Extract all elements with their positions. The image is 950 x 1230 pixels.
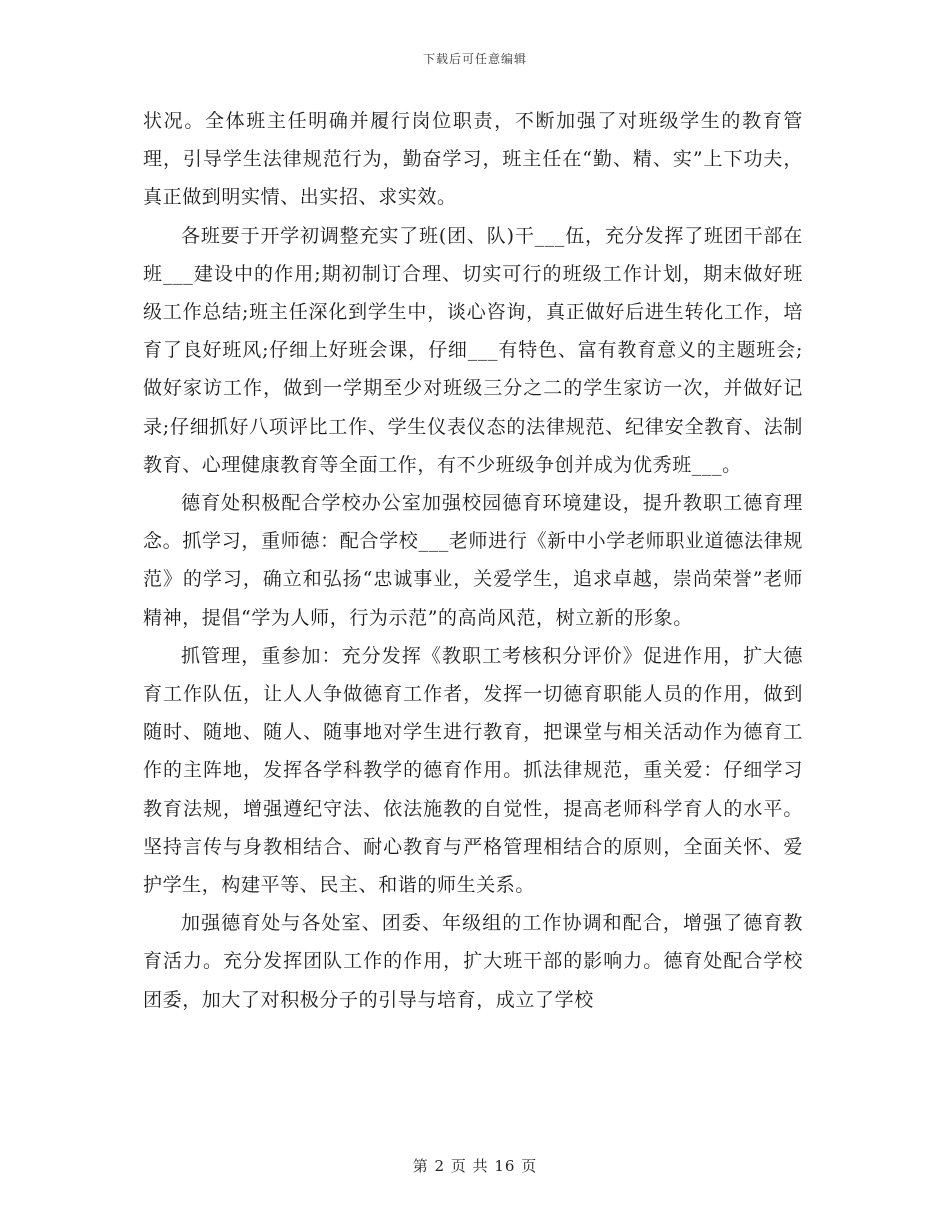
paragraph-2: 各班要于开学初调整充实了班(团、队)干___伍，充分发挥了班团干部在班___建设中的作用;期初制订合理、切实可行的班级工作计划，期末做好班级工作总结;班主任深化到学生中，谈心咨询，真正做好后进生转化工作，培育了良好班风;仔细上好班会课，仔细___有特色、富有教育意义的主题班会;做好家访工作，做到一学期至少对班级三分之二的学生家访一次，并做好记录;仔细抓好八项评比工作、学生仪表仪态的法律规范、纪律安全教育、法制教育、心理健康教育等全面工作，有不少班级争创并成为优秀班___。 xyxy=(143,224,803,476)
paragraph-1: 状况。全体班主任明确并履行岗位职责，不断加强了对班级学生的教育管理，引导学生法律规范行为，勤奋学习，班主任在“勤、精、实”上下功夫，真正做到明实情、出实招、求实效。 xyxy=(143,110,803,209)
document-body xyxy=(143,102,803,1019)
page-footer: 第 2 页 共 16 页 xyxy=(412,1157,538,1175)
paragraph-5: 加强德育处与各处室、团委、年级组的工作协调和配合，增强了德育教育活力。充分发挥团队工作的作用，扩大班干部的影响力。德育处配合学校团委，加大了对积极分子的引导与培育，成立了学校 xyxy=(143,912,803,1011)
paragraph-4: 抓管理，重参加：充分发挥《教职工考核积分评价》促进作用，扩大德育工作队伍，让人人争做德育工作者，发挥一切德育职能人员的作用，做到随时、随地、随人、随事地对学生进行教育，把课堂与相关活动作为德育工作的主阵地，发挥各学科教学的德育作用。抓法律规范，重关爱：仔细学习教育法规，增强遵纪守法、依法施教的自觉性，提高老师科学育人的水平。坚持言传与身教相结合、耐心教育与严格管理相结合的原则，全面关怀、爱护学生，构建平等、民主、和谐的师生关系。 xyxy=(143,644,803,897)
paragraph-3: 德育处积极配合学校办公室加强校园德育环境建设，提升教职工德育理念。抓学习，重师德：配合学校___老师进行《新中小学老师职业道德法律规范》的学习，确立和弘扬“忠诚事业，关爱学生，追求卓越，崇尚荣誉”老师精神，提倡“学为人师，行为示范”的高尚风范，树立新的形象。 xyxy=(143,492,803,629)
page-header: 下载后可任意编辑 xyxy=(422,52,527,66)
